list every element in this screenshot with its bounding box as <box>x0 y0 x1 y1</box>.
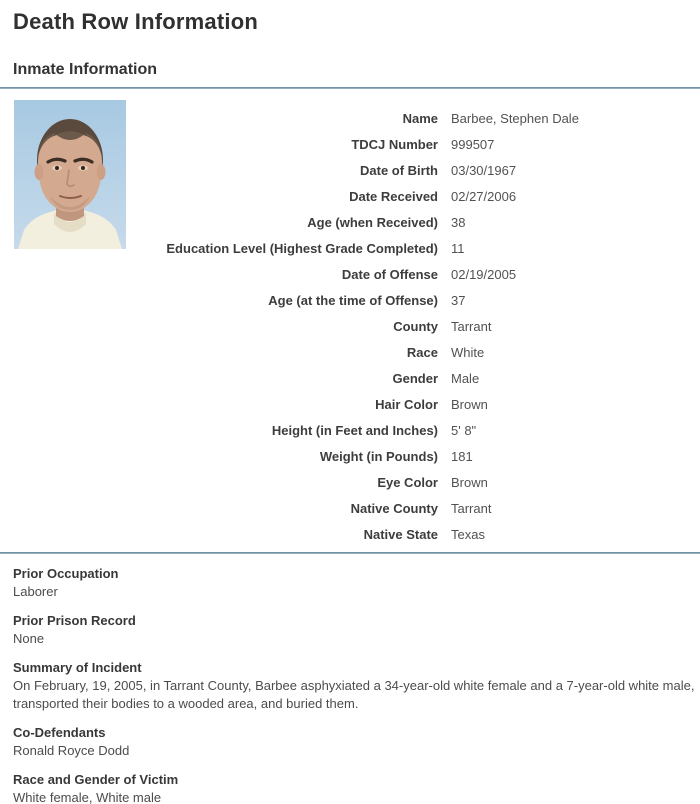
field-label: Education Level (Highest Grade Completed) <box>166 240 438 256</box>
field-value: 38 <box>451 214 466 230</box>
field-row-native-state <box>126 521 700 547</box>
field-value: 37 <box>451 292 466 308</box>
section-co-defendants <box>13 724 700 760</box>
field-label: Native State <box>363 526 438 542</box>
section-prior-prison-record <box>13 612 700 648</box>
field-label: Age (at the time of Offense) <box>268 292 438 308</box>
death-row-information-page <box>0 9 700 804</box>
field-row-age-when-received <box>126 209 700 235</box>
inmate-info-area <box>14 100 700 547</box>
field-row-date-received <box>126 183 700 209</box>
field-label: Eye Color <box>377 474 438 490</box>
detail-text: Ronald Royce Dodd <box>13 743 130 758</box>
field-row-gender <box>126 365 700 391</box>
field-value: White <box>451 344 485 360</box>
section-prior-occupation <box>13 565 700 601</box>
field-label: Date of Birth <box>360 162 438 178</box>
field-row-height <box>126 417 700 443</box>
field-label: Date of Offense <box>341 266 438 282</box>
field-label: Gender <box>392 370 438 386</box>
detail-heading: Prior Occupation <box>13 566 119 581</box>
field-row-date-of-offense <box>126 261 700 287</box>
field-value: Brown <box>451 396 488 412</box>
field-label: Height (in Feet and Inches) <box>271 422 438 438</box>
field-value: 03/30/1967 <box>451 162 517 178</box>
detail-heading: Prior Prison Record <box>13 613 136 628</box>
field-label: Race <box>406 344 438 360</box>
field-label: Native County <box>350 500 438 516</box>
section-race-and-gender-of-victim <box>13 771 700 804</box>
section-summary-of-incident <box>13 659 700 713</box>
field-value: 999507 <box>451 136 495 152</box>
field-value: 181 <box>451 448 473 464</box>
detail-text: On February, 19, 2005, in Tarrant County, Barbee asphyxiated a 34-year-old white female and a 7-year-old white male, transported their bodies to a wooded area, and buried them. <box>13 678 695 711</box>
field-value: Male <box>451 370 480 386</box>
field-row-tdcj-number <box>126 131 700 157</box>
divider-top <box>0 87 700 89</box>
page-title: Death Row Information <box>13 9 258 34</box>
field-label: TDCJ Number <box>351 136 438 152</box>
detail-heading: Summary of Incident <box>13 660 142 675</box>
field-value: 11 <box>451 240 465 256</box>
field-label: County <box>393 318 438 334</box>
field-label: Hair Color <box>375 396 438 412</box>
field-value: Tarrant <box>451 318 492 334</box>
field-row-education-level <box>126 235 700 261</box>
detail-heading: Race and Gender of Victim <box>13 772 179 787</box>
field-value: Brown <box>451 474 488 490</box>
field-row-weight <box>126 443 700 469</box>
inmate-mugshot-graphic <box>14 100 126 249</box>
field-value: 02/27/2006 <box>451 188 517 204</box>
section-title-inmate-information: Inmate Information <box>13 61 158 78</box>
field-row-date-of-birth <box>126 157 700 183</box>
field-value: 5' 8" <box>451 422 477 438</box>
field-label: Name <box>402 110 438 126</box>
field-value: Barbee, Stephen Dale <box>451 110 579 126</box>
field-label: Date Received <box>349 188 438 204</box>
field-row-race <box>126 339 700 365</box>
field-row-hair-color <box>126 391 700 417</box>
inmate-photo <box>14 100 126 249</box>
field-value: Texas <box>451 526 485 542</box>
field-label: Weight (in Pounds) <box>319 448 438 464</box>
field-row-name <box>126 105 700 131</box>
field-row-eye-color <box>126 469 700 495</box>
field-row-age-at-offense <box>126 287 700 313</box>
inmate-fields <box>126 100 700 547</box>
field-label: Age (when Received) <box>307 214 438 230</box>
detail-text: Laborer <box>13 584 58 599</box>
offense-details <box>13 565 700 804</box>
detail-heading: Co-Defendants <box>13 725 106 740</box>
detail-text: None <box>13 631 45 646</box>
field-row-county <box>126 313 700 339</box>
detail-text: White female, White male <box>13 790 162 804</box>
field-row-native-county <box>126 495 700 521</box>
divider-bottom <box>0 552 700 554</box>
field-value: Tarrant <box>451 500 492 516</box>
field-value: 02/19/2005 <box>451 266 517 282</box>
